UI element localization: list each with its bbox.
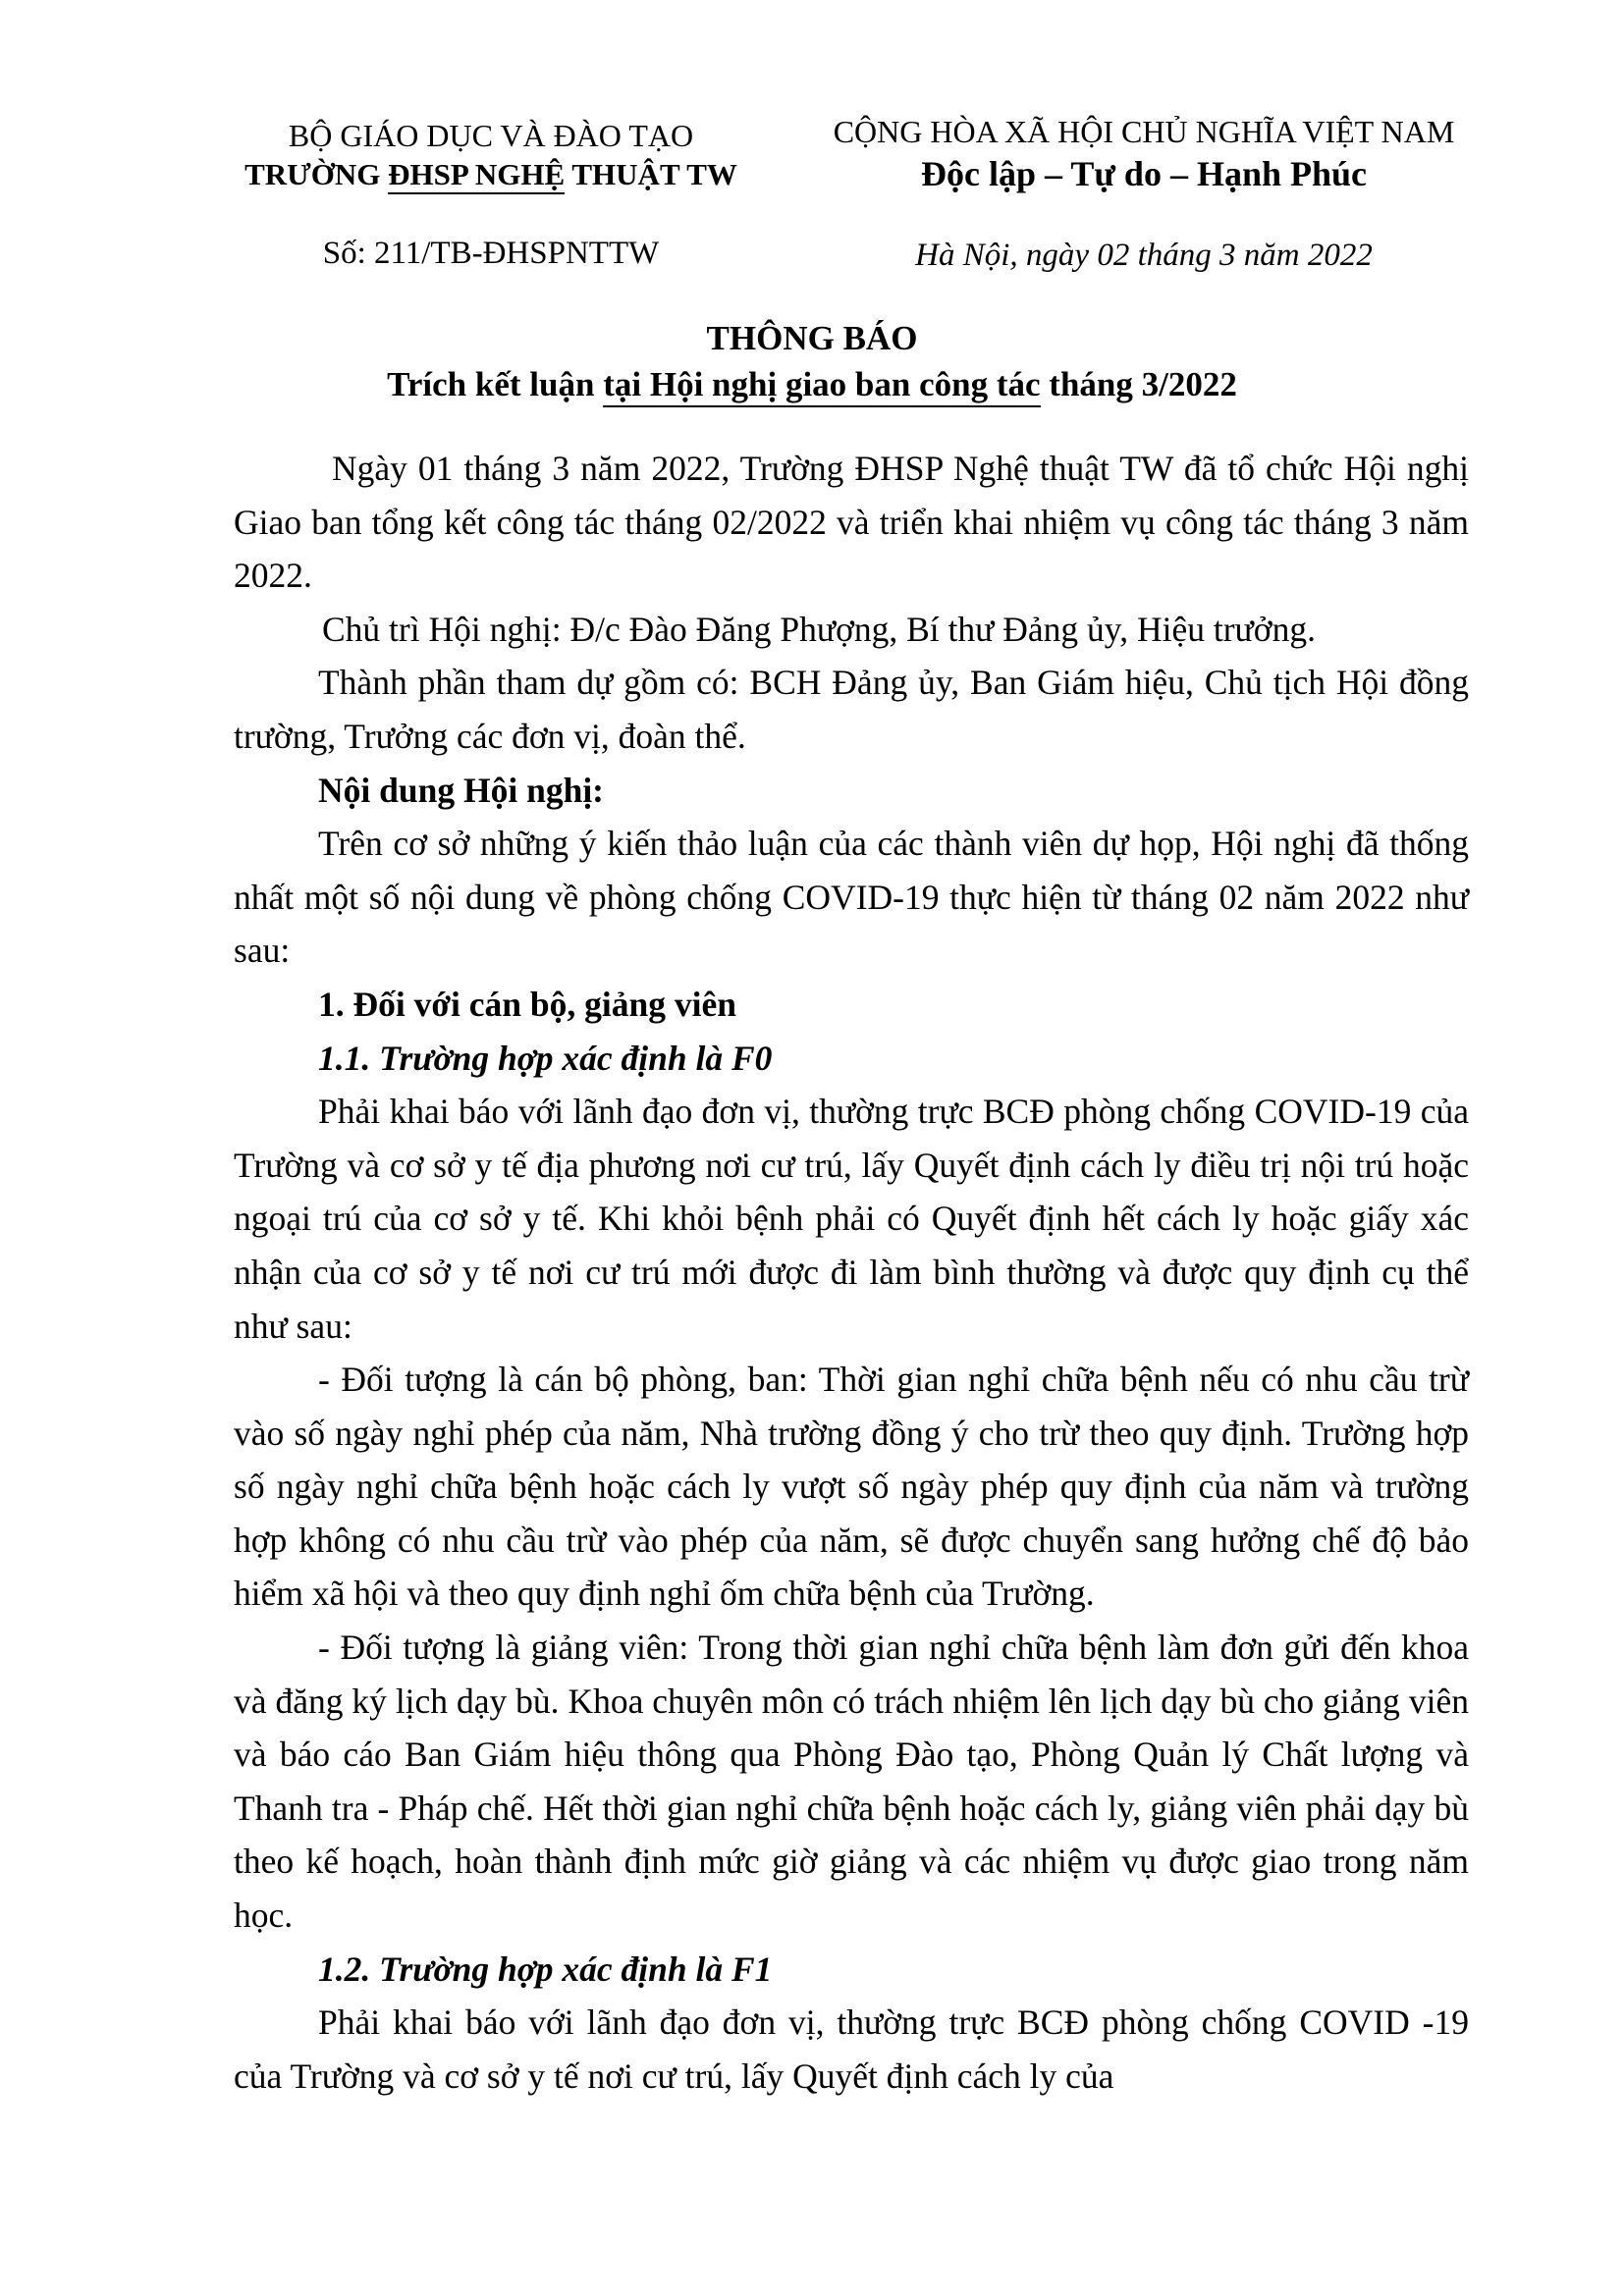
- school-name-underlined: ĐHSP NGHỆ: [388, 157, 565, 194]
- national-title-block: [776, 112, 1512, 196]
- place-date: Hà Nội, ngày 02 tháng 3 năm 2022: [915, 238, 1373, 273]
- attendees-paragraph: Thành phần tham dự gồm có: BCH Đảng ủy, Ban Giám hiệu, Chủ tịch Hội đồng trường, Trưởng các đơn vị, đoàn thể.: [234, 663, 1469, 756]
- document-body: [234, 442, 1469, 2103]
- staff-paragraph: - Đối tượng là cán bộ phòng, ban: Thời gian nghỉ chữa bệnh nếu có nhu cầu trừ vào số ngày nghỉ phép của năm, Nhà trường đồng ý cho trừ theo quy định. Trường hợp số ngày nghỉ chữa bệnh hoặc cách ly vượt số ngày phép quy định của năm và trường hợp không có nhu cầu trừ vào phép của năm, sẽ được chuyển sang hưởng chế độ bảo hiểm xã hội và theo quy định nghỉ ốm chữa bệnh của Trường.: [234, 1360, 1469, 1614]
- f1-paragraph: Phải khai báo với lãnh đạo đơn vị, thường trực BCĐ phòng chống COVID -19 của Trường và cơ sở y tế nơi cư trú, lấy Quyết định cách ly của: [234, 2002, 1469, 2096]
- section-1-1-heading: 1.1. Trường hợp xác định là F0: [318, 1038, 773, 1078]
- f0-paragraph: Phải khai báo với lãnh đạo đơn vị, thường trực BCĐ phòng chống COVID-19 của Trường và cơ sở y tế địa phương nơi cư trú, lấy Quyết định cách ly điều trị nội trú hoặc ngoại trú của cơ sở y tế. Khi khỏi bệnh phải có Quyết định hết cách ly hoặc giấy xác nhận của cơ sở y tế nơi cư trú mới được đi làm bình thường và được quy định cụ thể như sau:: [234, 1092, 1469, 1346]
- content-heading: Nội dung Hội nghị:: [318, 770, 605, 810]
- school-name: TRƯỜNG ĐHSP NGHỆ THUẬT TW: [187, 155, 795, 194]
- document-title: THÔNG BÁO: [706, 319, 918, 357]
- lecturer-paragraph: - Đối tượng là giảng viên: Trong thời gian nghỉ chữa bệnh làm đơn gửi đến khoa và đăng ký lịch dạy bù. Khoa chuyên môn có trách nhiệm lên lịch dạy bù cho giảng viên và báo cáo Ban Giám hiệu thông qua Phòng Đào tạo, Phòng Quản lý Chất lượng và Thanh tra - Pháp chế. Hết thời gian nghỉ chữa bệnh hoặc cách ly, giảng viên phải dạy bù theo kế hoạch, hoàn thành định mức giờ giảng và các nhiệm vụ được giao trong năm học.: [234, 1628, 1469, 1936]
- content-intro-paragraph: Trên cơ sở những ý kiến thảo luận của các thành viên dự họp, Hội nghị đã thống nhất một số nội dung về phòng chống COVID-19 thực hiện từ tháng 02 năm 2022 như sau:: [234, 824, 1469, 971]
- subtitle-underlined: tại Hội nghị giao ban công tác: [603, 365, 1040, 407]
- document-subtitle: Trích kết luận tại Hội nghị giao ban công tác tháng 3/2022: [0, 365, 1624, 404]
- issuer-block: [187, 116, 795, 194]
- chair-paragraph: Chủ trì Hội nghị: Đ/c Đào Đăng Phượng, Bí thư Đảng ủy, Hiệu trưởng.: [322, 609, 1316, 649]
- national-motto: Độc lập – Tự do – Hạnh Phúc: [920, 154, 1368, 193]
- country-name: CỘNG HÒA XÃ HỘI CHỦ NGHĨA VIỆT NAM: [833, 114, 1455, 149]
- intro-paragraph: Ngày 01 tháng 3 năm 2022, Trường ĐHSP Nghệ thuật TW đã tổ chức Hội nghị Giao ban tổng kết công tác tháng 02/2022 và triển khai nhiệm vụ công tác tháng 3 năm 2022.: [234, 449, 1469, 596]
- document-number: Số: 211/TB-ĐHSPNTTW: [322, 236, 660, 271]
- ministry-name: BỘ GIÁO DỤC VÀ ĐÀO TẠO: [288, 118, 694, 153]
- section-1-heading: 1. Đối với cán bộ, giảng viên: [318, 984, 736, 1024]
- section-1-2-heading: 1.2. Trường hợp xác định là F1: [318, 1949, 773, 1989]
